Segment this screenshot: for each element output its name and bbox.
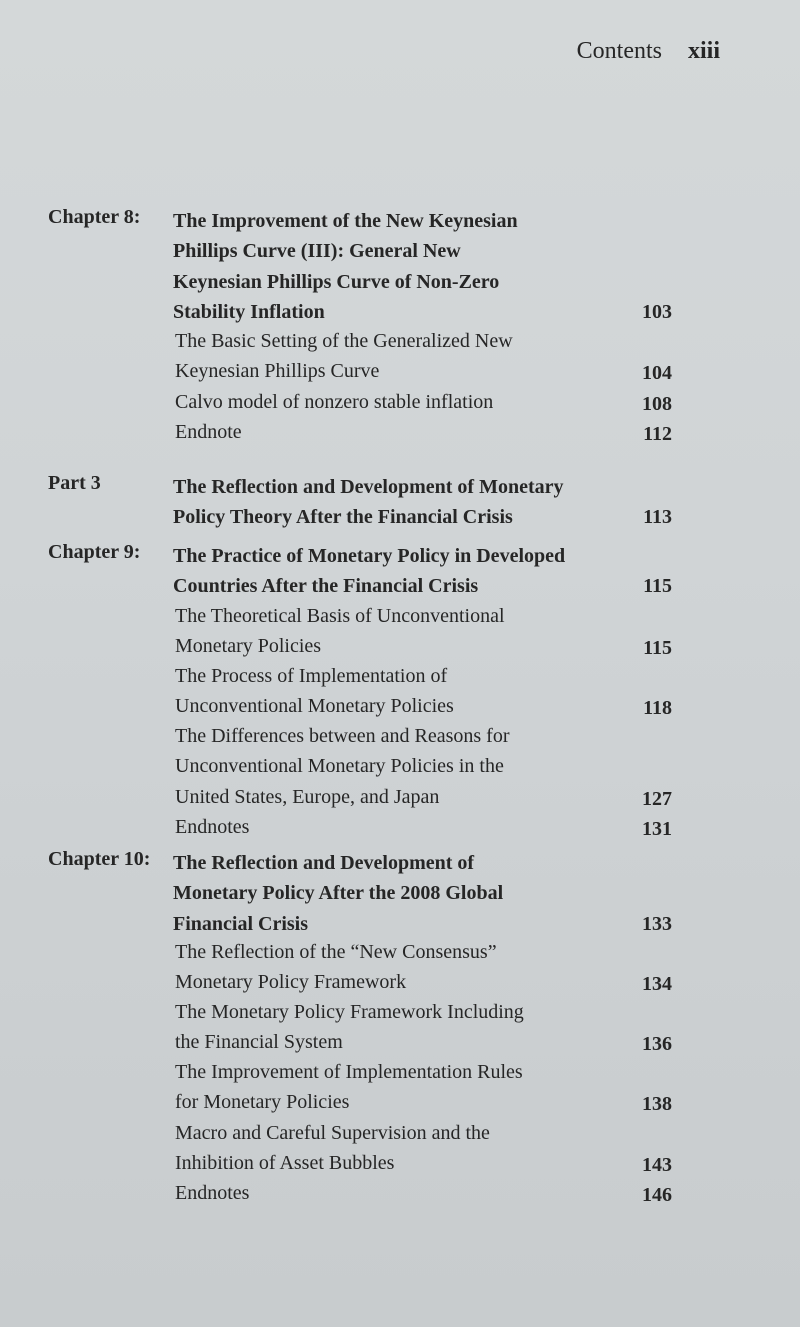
subentry-line: The Basic Setting of the Generalized New	[175, 330, 513, 352]
subentry-page-number: 127	[642, 787, 672, 810]
toc-subentry	[175, 812, 672, 842]
entry-title-line: The Reflection and Development of	[173, 852, 475, 874]
subentry-page-number: 136	[642, 1033, 672, 1056]
subentry-line: United States, Europe, and Japan	[175, 785, 440, 808]
entry-page-number: 115	[643, 575, 672, 598]
entry-title-line: The Practice of Monetary Policy in Developed	[173, 545, 566, 567]
entry-title-line: Monetary Policy After the 2008 Global	[173, 882, 504, 905]
entry-page-number: 103	[642, 301, 672, 324]
entry-page-number: 133	[642, 912, 672, 935]
subentry-line: The Improvement of Implementation Rules	[175, 1061, 523, 1083]
entry-label: Part 3	[48, 472, 101, 494]
toc-subentry	[175, 1118, 672, 1179]
entry-title	[173, 848, 603, 939]
subentry-line: The Differences between and Reasons for	[175, 725, 510, 747]
entry-title-line: Financial Crisis	[173, 912, 309, 935]
entry-label: Chapter 10:	[48, 848, 151, 870]
toc-subentry	[175, 661, 672, 722]
toc-subentry	[175, 387, 672, 417]
subentry-page-number: 138	[642, 1093, 672, 1116]
subentry-page-number: 115	[643, 637, 672, 660]
subentry-page-number: 131	[642, 818, 672, 840]
subentry-line: Calvo model of nonzero stable inflation	[175, 391, 494, 413]
toc-subentry	[175, 601, 672, 662]
subentry-line: The Monetary Policy Framework Including	[175, 1001, 524, 1023]
subentry-line: Endnotes	[175, 1182, 250, 1204]
entry-title-line: The Reflection and Development of Monetary	[173, 476, 564, 498]
subentry-line: Endnote	[175, 421, 242, 443]
subentry-page-number: 112	[643, 423, 672, 445]
subentry-page-number: 108	[642, 393, 672, 415]
entry-title-line: The Improvement of the New Keynesian	[173, 210, 518, 232]
subentry-line: Monetary Policy Framework	[175, 971, 407, 994]
subentry-page-number: 143	[642, 1154, 672, 1177]
subentry-line: the Financial System	[175, 1031, 343, 1054]
subentry-line: Endnotes	[175, 816, 250, 838]
toc-subentry	[175, 1178, 672, 1208]
subentry-page-number: 146	[642, 1184, 672, 1206]
header-section: Contents	[576, 38, 662, 64]
entry-label: Chapter 9:	[48, 541, 141, 563]
subentry-page-number: 118	[643, 697, 672, 720]
subentry-line: Macro and Careful Supervision and the	[175, 1122, 490, 1144]
entry-title	[173, 472, 603, 533]
subentry-line: Keynesian Phillips Curve	[175, 360, 380, 383]
entry-title-line: Stability Inflation	[173, 301, 325, 324]
entry-title	[173, 206, 603, 328]
toc-subentry	[175, 937, 672, 998]
running-header	[577, 38, 720, 65]
toc-subentry	[175, 417, 672, 447]
subentry-line: Monetary Policies	[175, 635, 322, 658]
toc-subentry	[175, 997, 672, 1058]
subentry-line: The Process of Implementation of	[175, 665, 448, 687]
entry-label: Chapter 8:	[48, 206, 141, 228]
entry-title-line: Countries After the Financial Crisis	[173, 575, 479, 598]
entry-title-line: Phillips Curve (III): General New	[173, 240, 461, 263]
subentry-page-number: 104	[642, 362, 672, 385]
subentry-line: Unconventional Monetary Policies in the	[175, 755, 504, 778]
toc-subentry	[175, 721, 672, 812]
subentry-line: Inhibition of Asset Bubbles	[175, 1152, 395, 1175]
toc-subentry	[175, 1057, 672, 1118]
entry-title-line: Keynesian Phillips Curve of Non-Zero	[173, 270, 500, 293]
subentry-line: Unconventional Monetary Policies	[175, 695, 454, 718]
subentry-line: for Monetary Policies	[175, 1091, 350, 1114]
entry-title-line: Policy Theory After the Financial Crisis	[173, 506, 513, 529]
subentry-page-number: 134	[642, 973, 672, 996]
subentry-line: The Reflection of the “New Consensus”	[175, 941, 497, 963]
subentry-line: The Theoretical Basis of Unconventional	[175, 605, 505, 627]
toc-subentry	[175, 326, 672, 387]
header-folio: xiii	[687, 38, 720, 64]
entry-title	[173, 541, 603, 602]
entry-page-number: 113	[643, 506, 672, 529]
